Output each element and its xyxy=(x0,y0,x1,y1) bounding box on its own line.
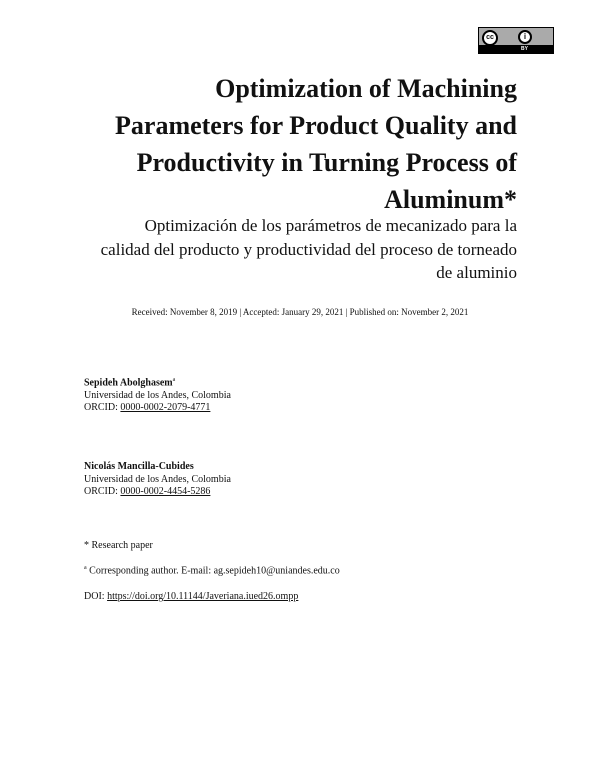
title-line: Aluminum* xyxy=(384,185,517,214)
title-line: Optimization of Machining xyxy=(215,74,517,103)
author-block xyxy=(84,374,231,415)
footnote-research: * Research paper xyxy=(84,540,153,551)
doi-label: DOI: xyxy=(84,591,108,602)
footnote-corresponding xyxy=(84,565,340,576)
doi-link[interactable]: https://doi.org/10.11144/Javeriana.iued26.ompp xyxy=(107,591,299,602)
author-name: Sepideh Abolghasem xyxy=(84,377,173,389)
orcid-label: ORCID: xyxy=(84,486,121,497)
author-affiliation: Universidad de los Andes, Colombia xyxy=(84,389,231,401)
subtitle-line: Optimización de los parámetros de mecanizado para la xyxy=(144,216,517,235)
license-label: BY xyxy=(521,46,528,52)
publication-dates: Received: November 8, 2019 | Accepted: January 29, 2021 | Published on: November 2, 2021 xyxy=(131,307,469,317)
paper-title xyxy=(97,70,517,218)
corr-mark: a xyxy=(84,565,87,571)
orcid-label: ORCID: xyxy=(84,402,121,414)
subtitle-line: calidad del producto y productividad del proceso de torneado xyxy=(100,239,517,259)
person-icon: i xyxy=(518,30,532,44)
author-mark: a xyxy=(172,377,176,383)
subtitle-line: de aluminio xyxy=(436,263,517,282)
orcid-link[interactable]: 0000-0002-2079-4771 xyxy=(120,402,211,414)
corresponding-text: Corresponding author. E-mail: ag.sepideh10@uniandes.edu.co xyxy=(86,565,340,577)
title-line: Parameters for Product Quality and xyxy=(115,111,517,140)
doi-line xyxy=(84,591,298,602)
author-block xyxy=(84,461,231,499)
paper-subtitle xyxy=(57,214,517,285)
cc-icon: cc xyxy=(482,30,498,46)
orcid-link[interactable]: 0000-0002-4454-5286 xyxy=(120,486,211,497)
author-affiliation: Universidad de los Andes, Colombia xyxy=(84,473,231,485)
cc-by-license-badge[interactable] xyxy=(478,27,554,54)
title-line: Productivity in Turning Process of xyxy=(136,148,517,177)
author-name: Nicolás Mancilla-Cubides xyxy=(84,461,194,472)
